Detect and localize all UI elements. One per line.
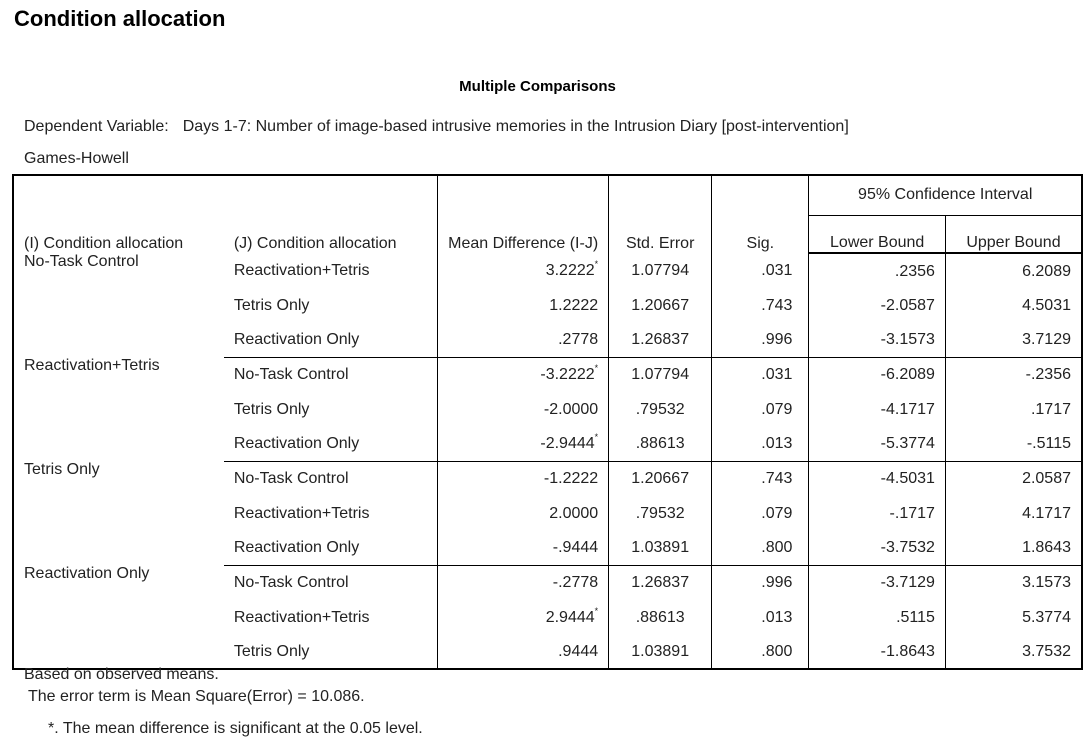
cell-upper-bound: 6.2089 bbox=[945, 253, 1082, 289]
cell-upper-bound: -.5115 bbox=[945, 427, 1082, 461]
cell-sig: .800 bbox=[712, 531, 809, 565]
footnote-significance: *. The mean difference is significant at the 0.05 level. bbox=[48, 720, 423, 737]
header-confidence-interval: 95% Confidence Interval bbox=[809, 175, 1082, 215]
cell-sig: .743 bbox=[712, 461, 809, 497]
cell-upper-bound: 3.7532 bbox=[945, 635, 1082, 669]
cell-std-error: 1.20667 bbox=[609, 461, 712, 497]
cell-lower-bound: .5115 bbox=[809, 601, 946, 635]
mean-difference-value: -2.0000 bbox=[543, 401, 599, 418]
cell-mean-difference bbox=[438, 289, 609, 323]
cell-upper-bound: 5.3774 bbox=[945, 601, 1082, 635]
cell-sig: .996 bbox=[712, 565, 809, 601]
mean-difference-value: .9444 bbox=[558, 642, 599, 660]
mean-difference-value: -.2778 bbox=[552, 574, 599, 592]
cell-upper-bound: 4.1717 bbox=[945, 497, 1082, 531]
significance-marker: * bbox=[594, 431, 599, 442]
cell-j-condition: Reactivation+Tetris bbox=[233, 505, 370, 522]
dependent-variable-label: Dependent Variable: bbox=[24, 118, 169, 135]
mean-difference-value: -2.9444 bbox=[540, 434, 595, 452]
cell-std-error: 1.20667 bbox=[609, 289, 712, 323]
cell-lower-bound: -3.7129 bbox=[809, 565, 946, 601]
dependent-variable-value: Days 1-7: Number of image-based intrusive memories in the Intrusion Diary [post-intervention] bbox=[182, 118, 849, 135]
mean-difference-value: .2778 bbox=[558, 330, 599, 348]
mean-difference-value: 1.2222 bbox=[549, 297, 599, 314]
cell-lower-bound: -3.7532 bbox=[809, 531, 946, 565]
header-mean-difference: Mean Difference (I-J) bbox=[438, 175, 609, 253]
cell-lower-bound: -4.5031 bbox=[809, 461, 946, 497]
mean-difference-value: -3.2222 bbox=[540, 366, 595, 384]
cell-i-condition: No-Task Control bbox=[24, 253, 139, 270]
cell-j-condition: Tetris Only bbox=[224, 635, 438, 669]
multiple-comparisons-table bbox=[12, 174, 1083, 670]
cell-std-error: 1.03891 bbox=[609, 531, 712, 565]
cell-std-error: .88613 bbox=[609, 427, 712, 461]
mean-difference-value: 2.0000 bbox=[549, 505, 599, 522]
cell-sig: .743 bbox=[712, 289, 809, 323]
cell-i-condition: Tetris Only bbox=[24, 461, 100, 478]
table-body bbox=[13, 253, 1082, 669]
test-method: Games-Howell bbox=[24, 150, 129, 167]
footnote-observed-means: Based on observed means. bbox=[24, 666, 219, 683]
cell-upper-bound: 3.1573 bbox=[945, 565, 1082, 601]
cell-sig: .996 bbox=[712, 323, 809, 357]
cell-sig: .031 bbox=[712, 253, 809, 289]
cell-j-condition: Reactivation+Tetris bbox=[233, 262, 370, 279]
cell-i-condition: Reactivation+Tetris bbox=[24, 357, 160, 374]
footnote-error-term: The error term is Mean Square(Error) = 10.086. bbox=[28, 688, 365, 705]
header-upper-bound: Upper Bound bbox=[945, 215, 1082, 253]
cell-j-condition: Reactivation Only bbox=[224, 427, 438, 461]
cell-sig: .800 bbox=[712, 635, 809, 669]
mean-difference-value: -.9444 bbox=[552, 538, 599, 556]
table-row bbox=[13, 565, 1082, 601]
cell-mean-difference bbox=[438, 323, 609, 357]
cell-mean-difference bbox=[438, 253, 609, 289]
cell-j-condition: No-Task Control bbox=[233, 574, 349, 592]
cell-j-condition: Reactivation Only bbox=[224, 323, 438, 357]
header-lower-bound: Lower Bound bbox=[809, 215, 946, 253]
cell-std-error: 1.26837 bbox=[609, 323, 712, 357]
header-std-error: Std. Error bbox=[609, 175, 712, 253]
cell-upper-bound: 4.5031 bbox=[945, 289, 1082, 323]
cell-upper-bound: .1717 bbox=[945, 393, 1082, 427]
cell-std-error: 1.26837 bbox=[609, 565, 712, 601]
cell-mean-difference bbox=[438, 497, 609, 531]
cell-upper-bound: 3.7129 bbox=[945, 323, 1082, 357]
cell-mean-difference bbox=[438, 531, 609, 565]
header-j-condition: (J) Condition allocation bbox=[233, 235, 397, 252]
cell-sig: .013 bbox=[712, 601, 809, 635]
cell-lower-bound: -6.2089 bbox=[809, 357, 946, 393]
cell-std-error: 1.03891 bbox=[609, 635, 712, 669]
cell-lower-bound: -5.3774 bbox=[809, 427, 946, 461]
cell-std-error: 1.07794 bbox=[609, 357, 712, 393]
cell-mean-difference bbox=[438, 565, 609, 601]
significance-marker: * bbox=[594, 363, 599, 374]
cell-mean-difference bbox=[438, 461, 609, 497]
cell-mean-difference bbox=[438, 601, 609, 635]
cell-std-error: 1.07794 bbox=[609, 253, 712, 289]
significance-marker: * bbox=[594, 606, 599, 616]
cell-upper-bound: -.2356 bbox=[945, 357, 1082, 393]
table-footnotes bbox=[24, 664, 423, 740]
cell-j-condition: No-Task Control bbox=[233, 366, 349, 384]
cell-lower-bound: -.1717 bbox=[809, 497, 946, 531]
cell-j-condition: Tetris Only bbox=[233, 401, 310, 418]
cell-sig: .079 bbox=[712, 497, 809, 531]
cell-mean-difference bbox=[438, 393, 609, 427]
mean-difference-value: 3.2222 bbox=[545, 262, 595, 279]
cell-lower-bound: -3.1573 bbox=[809, 323, 946, 357]
cell-upper-bound: 1.8643 bbox=[945, 531, 1082, 565]
header-i-condition: (I) Condition allocation bbox=[24, 235, 184, 252]
cell-sig: .079 bbox=[712, 393, 809, 427]
cell-std-error: .88613 bbox=[609, 601, 712, 635]
cell-j-condition: Reactivation+Tetris bbox=[233, 609, 370, 626]
cell-mean-difference bbox=[438, 427, 609, 461]
cell-lower-bound: -1.8643 bbox=[809, 635, 946, 669]
cell-mean-difference bbox=[438, 357, 609, 393]
table-row bbox=[13, 253, 1082, 289]
cell-j-condition: No-Task Control bbox=[233, 470, 349, 488]
cell-j-condition: Tetris Only bbox=[233, 297, 310, 314]
cell-std-error: .79532 bbox=[609, 393, 712, 427]
cell-lower-bound: -2.0587 bbox=[809, 289, 946, 323]
cell-lower-bound: -4.1717 bbox=[809, 393, 946, 427]
cell-sig: .013 bbox=[712, 427, 809, 461]
cell-i-condition: Reactivation Only bbox=[24, 565, 150, 582]
cell-upper-bound: 2.0587 bbox=[945, 461, 1082, 497]
mean-difference-value: -1.2222 bbox=[543, 470, 599, 488]
cell-std-error: .79532 bbox=[609, 497, 712, 531]
table-row bbox=[13, 357, 1082, 393]
cell-lower-bound: .2356 bbox=[809, 253, 946, 289]
table-row bbox=[13, 461, 1082, 497]
cell-sig: .031 bbox=[712, 357, 809, 393]
mean-difference-value: 2.9444 bbox=[545, 609, 595, 626]
significance-marker: * bbox=[594, 259, 599, 269]
table-title: Multiple Comparisons bbox=[459, 78, 616, 95]
header-sig: Sig. bbox=[712, 175, 809, 253]
dependent-variable bbox=[24, 118, 849, 136]
cell-j-condition: Reactivation Only bbox=[224, 531, 438, 565]
cell-mean-difference bbox=[438, 635, 609, 669]
page-title: Condition allocation bbox=[14, 6, 226, 31]
